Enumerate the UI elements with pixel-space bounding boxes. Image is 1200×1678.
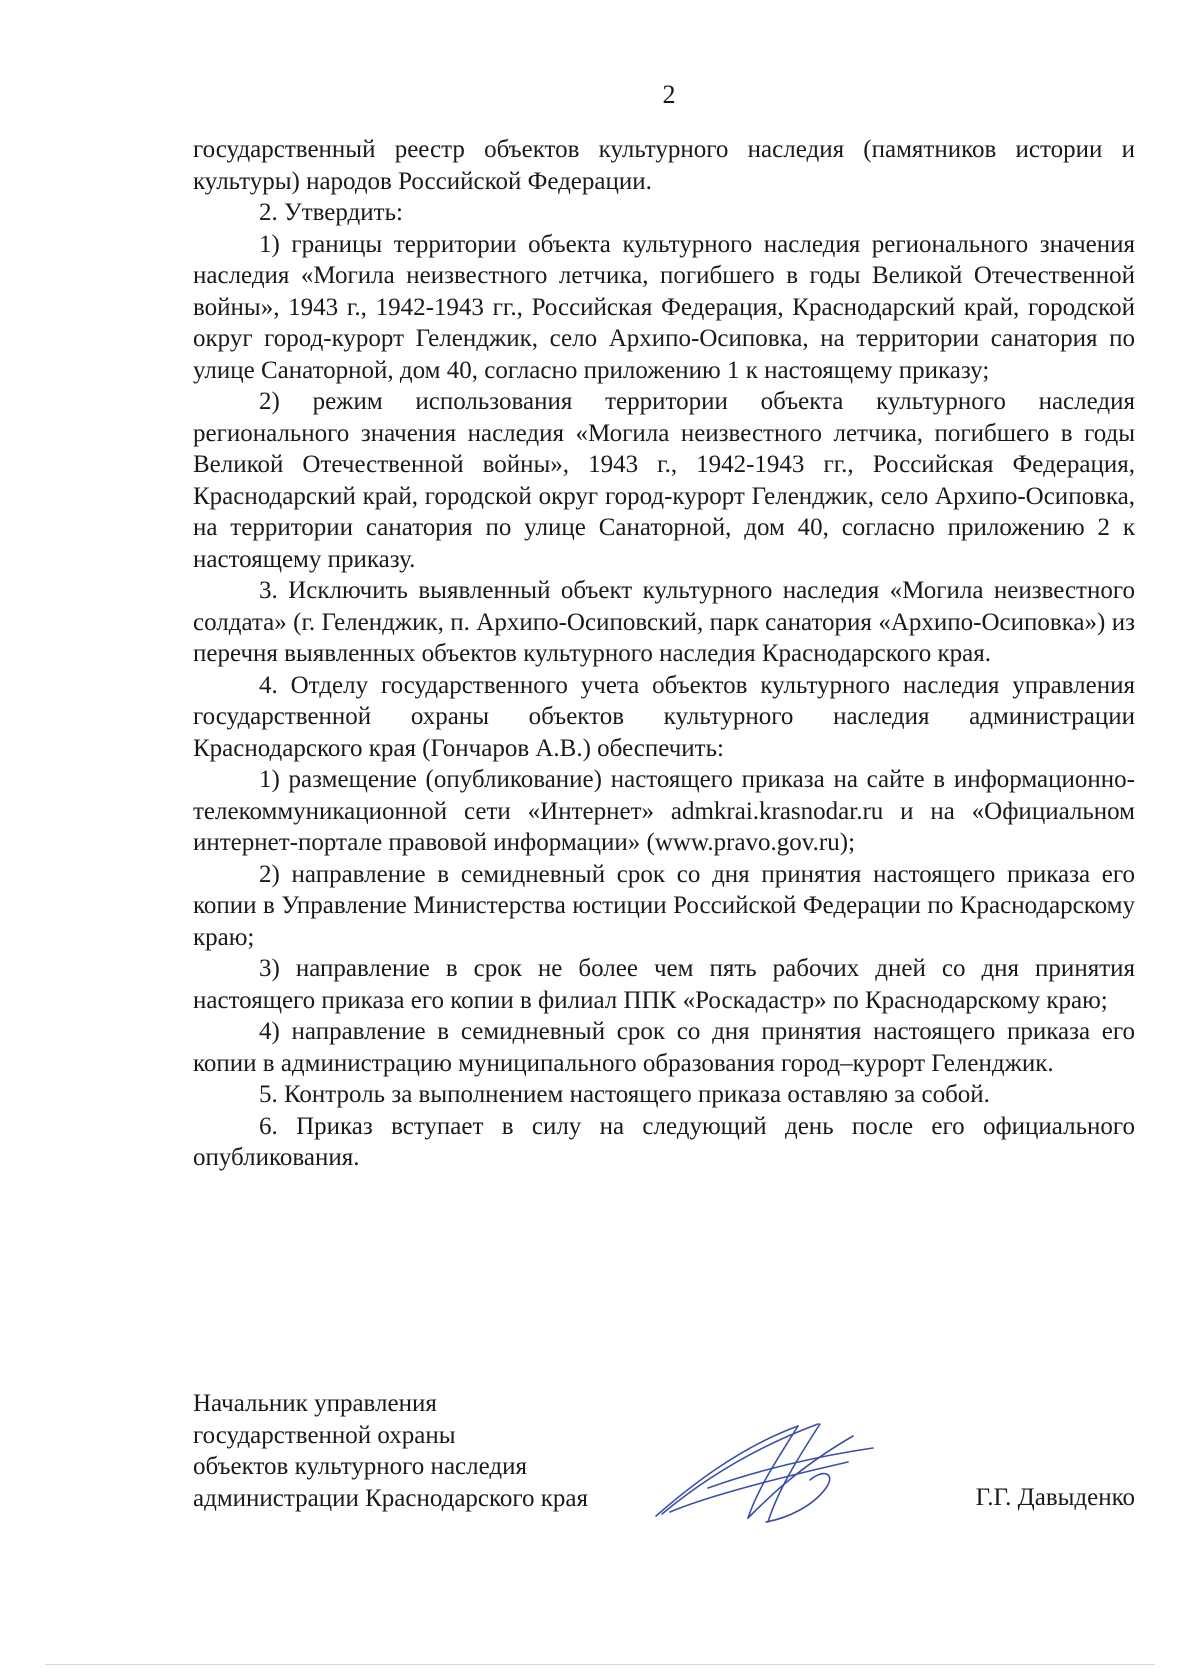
paragraph-item-2-1: 1) границы территории объекта культурного наследия регионального значения наследия «Могила неизвестного летчика, погибшего в годы Великой Отечественной войны», 1943 г., 1942-1943 гг., Российская Федерация, Краснодарский край, городской округ город-курорт Геленджик, село Архипо-Осиповка, на территории санатория по улице Санаторной, дом 40, согласно приложению 1 к настоящему приказу;: [193, 230, 1135, 384]
paragraph-continuation: государственный реестр объектов культурного наследия (памятников истории и культуры) народов Российской Федерации.: [193, 136, 1135, 195]
signer-position-line: объектов культурного наследия: [193, 1453, 527, 1480]
signer-position-line: государственной охраны: [193, 1421, 456, 1449]
paragraph-item-4-4: 4) направление в семидневный срок со дня принятия настоящего приказа его копии в администрацию муниципального образования город–курорт Геленджик.: [193, 1018, 1135, 1077]
signer-position-line: Начальник управления: [193, 1390, 437, 1417]
paragraph-item-3: 3. Исключить выявленный объект культурного наследия «Могила неизвестного солдата» (г. Геленджик, п. Архипо-Осиповский, парк санатория «Архипо-Осиповка») из перечня выявленных объектов культурного наследия Краснодарского края.: [193, 577, 1135, 667]
paragraph-item-2-2: 2) режим использования территории объекта культурного наследия регионального значения наследия «Могила неизвестного летчика, погибшего в годы Великой Отечественной войны», 1943 г., 1942-1943 гг., Российская Федерация, Краснодарский край, городской округ город-курорт Геленджик, село Архипо-Осиповка, на территории санатория по улице Санаторной, дом 40, согласно приложению 2 к настоящему приказу.: [193, 388, 1135, 573]
paragraph-item-4: 4. Отделу государственного учета объектов культурного наследия управления государственной охраны объектов культурного наследия администрации Краснодарского края (Гончаров А.В.) обеспечить:: [193, 671, 1135, 762]
signer-position-line: администрации Краснодарского края: [193, 1484, 589, 1512]
paragraph-item-4-3: 3) направление в срок не более чем пять рабочих дней со дня принятия настоящего приказа его копии в филиал ППК «Роскадастр» по Краснодарскому краю;: [193, 955, 1135, 1014]
paragraph-item-5: 5. Контроль за выполнением настоящего приказа оставляю за собой.: [259, 1081, 990, 1108]
signature-strokes: [656, 1424, 873, 1522]
signer-name: Г.Г. Давыденко: [975, 1484, 1135, 1511]
signer-position: [193, 1388, 653, 1514]
paragraph-item-2: 2. Утвердить:: [259, 199, 403, 226]
document-body: [193, 134, 1135, 1174]
paragraph-item-6: 6. Приказ вступает в силу на следующий день после его официального опубликования.: [193, 1112, 1135, 1171]
page-number: 2: [662, 80, 676, 109]
handwritten-signature: [648, 1418, 878, 1528]
paragraph-item-4-2: 2) направление в семидневный срок со дня принятия настоящего приказа его копии в Управление Министерства юстиции Российской Федерации по Краснодарскому краю;: [193, 860, 1135, 951]
page-bottom-edge: [45, 1664, 1155, 1665]
paragraph-item-4-1: 1) размещение (опубликование) настоящего приказа на сайте в информационно-телекоммуникационной сети «Интернет» admkrai.krasnodar.ru и на «Официальном интернет-портале правовой информации» (www.pravo.gov.ru);: [193, 766, 1135, 856]
signature-block: [193, 1388, 1135, 1528]
